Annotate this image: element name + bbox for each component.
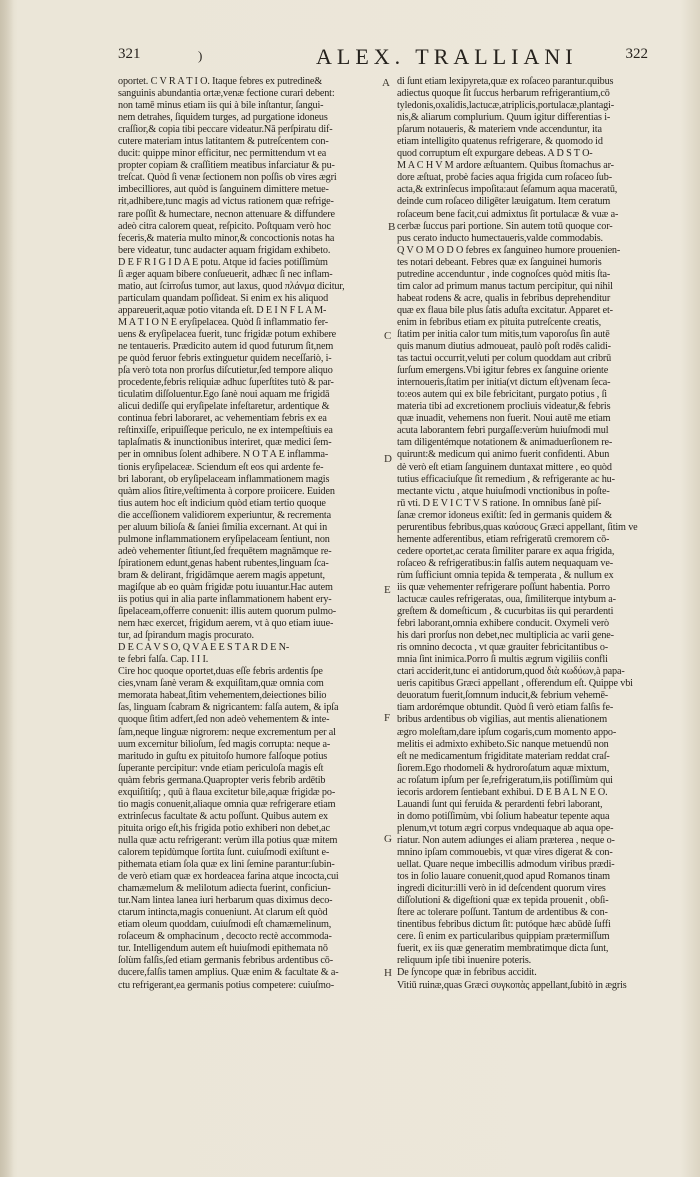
- left-column-text-line: non tamē minus etiam iis qui à bile inſtantur, ſangui-: [118, 100, 324, 112]
- left-column-text-line: ſipelaceam,offerre conuenit: illis autem quorum pulmo-: [118, 606, 337, 618]
- left-column-text-line: D E C A V S O, Q V A E E S T A R D E N-: [118, 642, 290, 654]
- left-column-text-line: bere videatur, tunc audacter aquam frigidam exhibeto.: [118, 244, 331, 256]
- left-column-text-line: cies,vnam ſanè veram & exquiſitam,quæ omnia com: [118, 678, 324, 690]
- right-column-text-line: internouerìs,ſtatim per initia(vt dictum eſt)venam ſeca-: [397, 377, 611, 389]
- left-column-text-line: calorem tepidùmque ſortita ſunt. cuiuſmodi exiſtunt e-: [118, 847, 330, 858]
- right-column-text-line: mnino ipſam commouebis, vt quæ vires digerat & con-: [397, 847, 613, 858]
- left-column-text-line: tionis eryſipelaceæ. Sciendum eſt eos qui ardente fe-: [118, 461, 324, 473]
- right-column-text-line: De ſyncope quæ in febribus accidit.: [397, 967, 537, 979]
- left-column-text-line: cutere materiam intus latitantem & putreſcentem con-: [118, 136, 329, 148]
- right-text-column: [397, 76, 658, 992]
- left-column-text-line: ticulatim diſſoluentur.Ego ſanè noui aquam me frigidā: [118, 389, 330, 401]
- right-column-text-line: etiam intelligito quatenus refrigerare, & quomodo id: [397, 136, 603, 148]
- right-column-text-line: tos in ſolio lauare conuenit,quod apud Romanos tinam: [397, 871, 610, 883]
- right-column-text-line: tyledonis,oxalidis,lactucæ,atriplicis,portulacæ,plantagi-: [397, 100, 614, 112]
- left-column-text-line: quoque ſitim adfert,ſed non adeò vehementem & inte-: [118, 714, 330, 726]
- left-column-text-line: tius autem hoc eſt indicium quòd etiam tertio quoque: [118, 497, 326, 509]
- left-column-text-line: pſa verò tota non prorſus diſcutietur,ſed tempore aliquo: [118, 365, 333, 377]
- right-column-text-line: rùm ſufficiunt omnia tepida & temperata , & nullum ex: [397, 569, 614, 581]
- left-column-text-line: quàm febris germana.Quapropter veris febrib ardētib: [118, 774, 326, 786]
- right-column-text-line: reliquum ipſe tibi inuenire poteris.: [397, 955, 532, 967]
- right-column-text-line: ſtere ac tolerare poſſunt. Tantum de ardentibus & con-: [397, 907, 608, 919]
- left-column-text-line: die acceſſionem validiorem experiuntur, & recrementa: [118, 509, 331, 521]
- right-column-text-line: mnia ſint inimica.Porro ſi multis ægrum vigiliis confli: [397, 654, 608, 666]
- margin-letter-h: H: [384, 967, 392, 979]
- right-column-text-line: M A C H V M ardore æſtuantem. Quibus ſtomachus ar-: [397, 160, 614, 172]
- left-column-text-line: tur. Intelligendum autem eſt huiuſmodi epithemata nō: [118, 943, 328, 955]
- left-column-text-line: taplaſmatis & inunctionibus interiret, quæ medici ſem-: [118, 437, 332, 449]
- left-column-text-line: nulla quæ actu refrigerant: verùm illa potius quæ mitem: [118, 834, 338, 846]
- right-column-text-line: ſtatim per initia calor tum mitis,tum vaporoſus ſin autē: [397, 328, 610, 340]
- right-column-text-line: tim calor ad primum manus tactum percipitur, qui nihil: [397, 280, 613, 292]
- right-column-text-line: di ſunt etiam lexipyreta,quæ ex roſaceo parantur.quibus: [397, 76, 614, 87]
- right-column-text-line: Q V O M O D O febres ex ſanguineo humore prouenien-: [397, 244, 621, 256]
- left-column-text-line: tur.Nam lintea lanea iuri herbarum quas diximus deco-: [118, 895, 333, 907]
- margin-letter-e: E: [384, 584, 391, 596]
- left-column-text-line: particulam quandam poſſideat. Si enim ex his aliquod: [118, 292, 329, 304]
- right-column-text-line: roſaceo & refrigeratibus:in falſis autem nequaquam ve-: [397, 557, 613, 569]
- right-column-text-line: ac roſatum ipſum per ſe,refrigeratum,iis potiſſimùm qui: [397, 774, 613, 786]
- left-column-text-line: magiſque ab eo quàm frigidæ potu iuuantur.Hac autem: [118, 581, 333, 593]
- left-column-text-line: pituita origo eſt,his frigida potio exhiberi non debet,ac: [118, 822, 330, 834]
- right-column-text-line: tinentibus febribus dictum ſit: putóque hæc abūdè ſuffi: [397, 919, 611, 931]
- left-column-text-line: bram & delirant, frigidāmque aerem magis appetunt,: [118, 569, 325, 581]
- margin-letter-f: F: [384, 712, 391, 724]
- right-column-text-line: cedere oportet,ac cerata ſimiliter parare ex aqua frigida,: [397, 545, 615, 557]
- right-column-text-line: materia tibi ad excretionem procliuis videatur,& febris: [397, 401, 611, 413]
- right-column-text-line: to:eos autem qui ex bile febricitant, purgato potius , ſi: [397, 389, 607, 401]
- left-column-text-line: appareuerit,aquæ potio vitanda eſt. D E I N F L A M-: [118, 304, 327, 316]
- page-header: [118, 44, 648, 74]
- left-column-text-line: roſaceum & omphacinum , decocto rectè accommoda-: [118, 931, 332, 943]
- right-column-text-line: ſiorem.Ego rhodomeli & hydroroſatum aquæ mixtum,: [397, 762, 610, 774]
- left-column-text-line: de verò etiam quæ ex hordeacea farina atque incocta,cui: [118, 871, 339, 883]
- margin-letter-g: G: [384, 833, 392, 845]
- right-column-text-line: plenum,vt totum ægri corpus vndequaque ab aqua ope-: [397, 822, 614, 834]
- left-column-text-line: reſtinxiſſe, eripuiſſeque periculo, ne ex intempeſtiuis ea: [118, 425, 333, 437]
- right-column-text-line: Vitiū ruinæ,quas Græci συγκοπὰς appellant,ſubitò in ægris: [397, 979, 627, 991]
- right-column-text-line: eſt ne medicamentum frigiditate materiam reddat craſ-: [397, 750, 610, 762]
- right-column-text-line: tas tactui occurrit,veluti per colum quoddam aut cribrū: [397, 353, 612, 365]
- left-column-text-line: rit,adhibere,tunc magis ad victus rationem quæ refrige-: [118, 196, 334, 208]
- left-column-text-line: Cire hoc quoque oportet,duas eſſe febris ardentis ſpe: [118, 666, 323, 678]
- left-column-text-line: pithemata etiam ſola quæ ex lini ſemine parantur:ſubin-: [118, 859, 335, 871]
- left-column-text-line: ctarum intincta,magis conueniunt. At clarum eſt quòd: [118, 907, 328, 919]
- left-column-text-line: ſolùm falſis,ſed etiam germanis febribus ardentibus cō-: [118, 955, 333, 967]
- left-column-text-line: memorata habeat,ſitim vehementem,deiectiones bilio: [118, 690, 327, 702]
- left-column-text-line: uum excernitur bilioſum, ſed magis corrupta: neque a-: [118, 738, 331, 750]
- right-column-text-line: diſſolutioni & digeſtioni quæ ex tepida prouenit , obſi-: [397, 895, 609, 907]
- left-column-text-line: per aluum bilioſa & ſaniei ſimilia excernant. At qui in: [118, 521, 328, 533]
- right-column-text-line: quirunt:& medicum qui animo fuerit confidenti. Abun: [397, 449, 610, 461]
- right-column-text-line: fuerit, ex iis quæ generatim membratimque dicta ſunt,: [397, 943, 609, 955]
- right-column-text-line: ſurſum emergens.Vbi igitur febres ex ſanguine oriente: [397, 365, 609, 377]
- left-column-text-line: quàm alios ſitire,veſtimenta à corpore proiicere. Euiden: [118, 485, 335, 497]
- left-column-text-line: craſſior,& copia tibi peccare videatur.Nā perſpiratu dif-: [118, 124, 333, 136]
- left-column-text-line: ſuperante percipitur: vnde etiam periculoſa magis eſt: [118, 762, 324, 774]
- left-page-number: 321: [118, 46, 141, 62]
- left-column-text-line: ſpirationem edunt,genas habent rubentes,linguam ſca-: [118, 557, 329, 569]
- right-column-text-line: in domo potiſſimùm, vbi ſolium habeatur tepente aqua: [397, 810, 610, 822]
- right-column-text-line: quis manum diutius admoueat, paulò poſt rodēs calidi-: [397, 341, 611, 353]
- right-column-text-line: ingredi dicitur:illi verò in id deſcendent quorum vires: [397, 883, 606, 895]
- header-mark: ): [198, 48, 203, 63]
- left-column-text-line: sanguinis abundantia ortæ,venæ fectione curari debent:: [118, 88, 335, 100]
- left-column-text-line: D E F R I G I D A E potu. Atque id facies potiſſimùm: [118, 256, 328, 268]
- right-column-text-line: quod corruptum eſt expurgare debeas. A D S T O-: [397, 148, 593, 160]
- right-column-text-line: pſarum notaueris, & materiem vnde accenduntur, ita: [397, 124, 602, 136]
- left-column-text-line: iis potius qui in alia parte inflammationem habent ery-: [118, 594, 332, 606]
- right-column-text-line: perurentibus febribus,quas καύσους Græci appellant, ſitim ve: [397, 521, 638, 533]
- left-text-column: [118, 76, 378, 992]
- right-column-text-line: febri laborant,omnia exhibere conducit. Oxymeli verò: [397, 618, 610, 630]
- right-column-text-line: greſtem & domeſticum , & cucurbitas iis qui perardenti: [397, 606, 614, 618]
- right-column-text-line: Lauandi ſunt qui feruida & perardenti febri laborant,: [397, 798, 603, 810]
- left-column-text-line: ducere,falſis tamen amplius. Quæ enim & facultate & a-: [118, 967, 339, 979]
- left-column-text-line: uens & eryſipelacea fuerit, tunc frigidæ potum exhibere: [118, 328, 337, 340]
- right-column-text-line: tutius efficaciuſque ſit remedium , & refrigerante ac hu-: [397, 473, 615, 485]
- left-column-text-line: chamæmelum & melilotum adiecta fuerint, conficiun-: [118, 883, 331, 895]
- right-column-text-line: cerbæ ſuccus pari portione. Sin autem totū quoque cor-: [397, 220, 613, 232]
- page-gutter-shadow: [0, 0, 14, 1177]
- right-column-text-line: mectante victu , atque huiuſmodi vnctionibus in poſte-: [397, 485, 610, 497]
- left-column-text-line: ne tentaueris. Prædicito autem id quod futurum ſit,nem: [118, 341, 334, 353]
- right-column-text-line: deuoratum fuerit,ſomnum inducit,& febrium vehemē-: [397, 690, 609, 702]
- right-page-number: 322: [625, 46, 648, 62]
- right-column-text-line: tes notari debeant. Febres quæ ex ſanguinei humoris: [397, 256, 602, 268]
- left-column-text-line: propter copiam & craſſitiem meatibus infarciatur & pu-: [118, 160, 335, 172]
- right-column-text-line: acta,& extrinſecus impoſita:aut ſeſamum aqua maceratū,: [397, 184, 618, 196]
- running-title: ALEX. TRALLIANI: [316, 44, 578, 69]
- right-column-text-line: iecoris ardorem ſentiebant exhibui. D E B A L N E O.: [397, 786, 608, 798]
- right-column-text-line: rū vti. D E V I C T V S ratione. In omnibus ſanè piſ-: [397, 497, 602, 509]
- right-column-text-line: quæ inuadit, vehemens non fuerit. Noui autē me etiam: [397, 413, 611, 425]
- left-column-text-line: adeò citra calorem queat, reſpicito. Poſtquam verò hoc: [118, 220, 331, 232]
- left-column-text-line: pe quòd feruor febris extinguetur quidem neceſſariò, i-: [118, 353, 332, 365]
- right-column-text-line: cere. ſi enim ex particularibus quippiam prætermiſſum: [397, 931, 610, 943]
- left-column-text-line: ſas, linguam ſcabram & nigricantem: falſa autem, & ipſa: [118, 702, 339, 714]
- margin-letter-c: C: [384, 330, 392, 342]
- margin-letter-a: A: [382, 77, 390, 89]
- right-column-text-line: dore æſtuat, probè facies aqua frigida cum roſaceo ſub-: [397, 172, 612, 184]
- left-column-text-line: imbecilliores, aut quòd is ſanguinem dimittere metue-: [118, 184, 329, 196]
- right-column-text-line: adiectus quoque ſit ſuccus herbarum refrigerantium,cō: [397, 88, 610, 100]
- left-column-text-line: tur, ad ſpirandum magis procurato.: [118, 630, 254, 642]
- right-column-text-line: melitis ei admixto exhibeto.Sic nanque metuendū non: [397, 738, 609, 750]
- right-column-text-line: acuta laborantem febri purgaſſe:verùm huiuſmodi mul: [397, 425, 609, 437]
- right-column-text-line: dè verò eſt etiam ſanguinem duntaxat mittere , eo quòd: [397, 461, 612, 473]
- left-column-text-line: nem hæc exercet, frigidum aerem, vt à quo etiam iuue-: [118, 618, 334, 630]
- right-column-text-line: iis quæ vehementer refrigerare poſſunt habentia. Porro: [397, 581, 610, 593]
- right-column-text-line: tiam ardorémque obtundit. Quòd ſi verò etiam falſis fe-: [397, 702, 614, 714]
- left-column-text-line: ſi æger aquam bibere conſueuerit, adhæc ſi nec inflam-: [118, 268, 333, 280]
- left-column-text-line: feceris,& materia multo minor,& concoctionis notas ha: [118, 232, 335, 244]
- left-column-text-line: etiam oleum quoddam, cuiuſmodi eſt chamæmelinum,: [118, 919, 332, 931]
- right-column-text-line: putredine accenduntur , inde cognoſces quòd mitis ſta-: [397, 268, 611, 280]
- left-column-text-line: ducit: quippe minor efficitur, nec permittendum vt ea: [118, 148, 327, 160]
- right-column-text-line: nis,& aliarum complurium. Quum igitur differentias i-: [397, 112, 611, 124]
- right-column-text-line: bribus ardentibus ob vigilias, aut mentis alienationem: [397, 714, 608, 726]
- right-column-text-line: habeat rodens & acre, qualis in febribus deprehenditur: [397, 292, 611, 304]
- right-column-text-line: deinde cum roſaceo diligēter læuigatum. Item ceratum: [397, 196, 611, 208]
- right-column-text-line: ris omnino decocta , vt quæ grauiter febricitantibus o-: [397, 642, 609, 654]
- right-column-text-line: ægro moleſtam,dare ipſum cogaris,cum momento appo-: [397, 726, 617, 738]
- margin-letter-b: B: [388, 221, 396, 233]
- left-column-text-line: alicui dediſſe qui eryſipelate infeſtaretur, ardentique &: [118, 401, 330, 413]
- left-column-text-line: matio, aut ſcirroſus tumor, aut laxus, quod πλάνμα dicitur,: [118, 280, 345, 292]
- left-column-text-line: adeò vehementer ſitiunt,ſed frequētem magnāmque re-: [118, 545, 332, 557]
- right-column-text-line: uellat. Quare neque imbecillis admodum viribus prædi-: [397, 859, 615, 871]
- left-column-text-line: maritudo in guſtu ex pituitoſo humore falſoque potius: [118, 750, 328, 762]
- right-column-text-line: tam diligentémque notationem & animaduerſionem re-: [397, 437, 613, 449]
- margin-letter-d: D: [384, 453, 392, 465]
- left-column-text-line: extrinſecus facultate & actu poſſunt. Quibus autem ex: [118, 810, 328, 822]
- left-column-text-line: M A T I O N E eryſipelacea. Quòd ſi inflammatio fer-: [118, 316, 329, 328]
- left-column-text-line: treſcat. Quòd ſi venæ ſectionem non poſſis ob vires ægri: [118, 172, 337, 184]
- right-column-text-line: his dari prorſus non debet,nec multiplicia ac varii gene-: [397, 630, 614, 642]
- right-column-text-line: lactucæ caules refrigeratas, oua, ſimiliterque intybum a-: [397, 594, 616, 606]
- left-column-text-line: te febri falſa. Cap. I I I.: [118, 654, 209, 666]
- left-column-text-line: continua febri laboraret, ac vehementiam febris ex ea: [118, 413, 327, 425]
- left-column-text-line: nem detrahes, ſiquidem turges, ad purgatione idoneus: [118, 112, 328, 124]
- left-column-text-line: rare poſſit & humectare, necnon attenuare & diffundere: [118, 208, 335, 220]
- right-column-text-line: ſanæ cremor idoneus exiſtit: ſed in germanis quidem &: [397, 509, 612, 521]
- left-column-text-line: ſam,neque linguæ nigrorem: neque excrementum per al: [118, 726, 336, 738]
- left-column-text-line: exquiſitiſq; , quū à flaua excitetur bile,aquæ frigidæ po-: [118, 786, 336, 798]
- right-column-text-line: riatur. Non autem adiunges ei aliam præterea , neque o-: [397, 834, 615, 846]
- right-column-text-line: ctari acciderit,tunc ei antidorum,quod διὰ κωδύων,à papa-: [397, 666, 625, 678]
- left-column-text-line: bri laborant, ob eryſipelaceam inflammationem magis: [118, 473, 330, 485]
- right-column-text-line: roſaceum bene facit,cui admixtus ſit portulacæ & vuæ a-: [397, 208, 619, 220]
- right-column-text-line: quæ ex flaua bile plus ſatis aduſta excitatur. Apparet et-: [397, 304, 613, 316]
- left-column-text-line: per in omnibus ſolent adhibere. N O T A E inflamma-: [118, 449, 329, 461]
- right-column-text-line: hemente adferentibus, etiam refrigeratū cremorem cō-: [397, 533, 610, 545]
- right-column-text-line: pus cerato inducto humectaueris,valde commodabis.: [397, 232, 603, 244]
- right-column-text-line: ueris capitibus Græci appellant , offerendum eſt. Quippe vbi: [397, 678, 633, 690]
- left-column-text-line: tio magis conuenit,aliaque omnia quæ refrigerare etiam: [118, 798, 336, 810]
- right-column-text-line: enim in febribus etiam ex pituita putreſcente creatis,: [397, 316, 602, 328]
- left-column-text-line: pulmone inflammationem eryſipelaceam ſentiunt, non: [118, 533, 330, 545]
- left-column-text-line: procedente,febris reliquiæ adhuc ſuperſtites tutò & par-: [118, 377, 334, 389]
- left-column-text-line: ctu refrigerant,ea germanis potius competere: cuiuſmo-: [118, 979, 334, 991]
- left-column-text-line: oportet. C V R A T I O. Itaque febres ex putredine&: [118, 76, 323, 87]
